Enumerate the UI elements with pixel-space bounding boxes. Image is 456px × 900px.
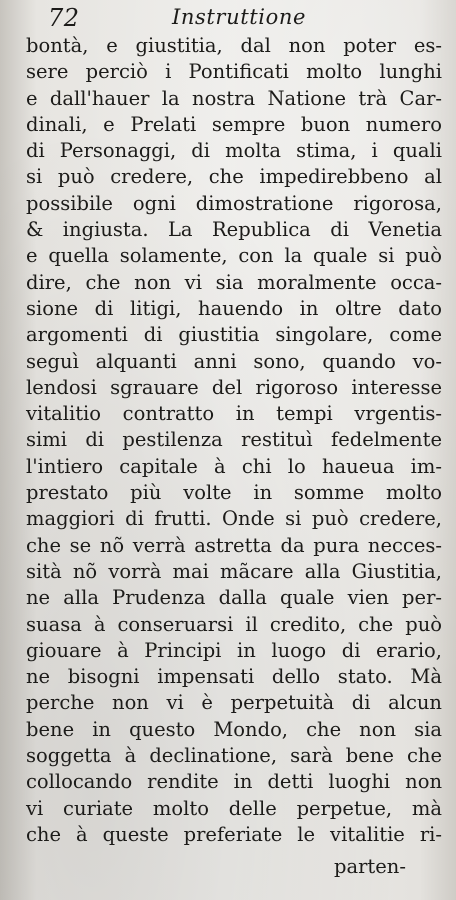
text-line: ne alla Prudenza dalla quale vien per- — [26, 586, 442, 610]
text-line: & ingiusta. La Republica di Venetia — [26, 218, 442, 242]
text-line: bene in questo Mondo, che non sia — [26, 717, 442, 741]
text-line: sere perciò i Pontificati molto lunghi — [26, 60, 442, 84]
text-line: vi curiate molto delle perpetue, mà — [26, 796, 442, 820]
text-line: prestato più volte in somme molto — [26, 481, 442, 505]
text-line: soggetta à declinatione, sarà bene che — [26, 744, 442, 768]
catchword: parten- — [334, 855, 406, 878]
body-text — [26, 33, 442, 848]
text-line: seguì alquanti anni sono, quando vo- — [26, 349, 442, 373]
page-header — [0, 4, 456, 32]
text-line: collocando rendite in detti luoghi non — [26, 770, 442, 794]
text-line: argomenti di giustitia singolare, come — [26, 323, 442, 347]
text-line: maggiori di frutti. Onde si può credere, — [26, 507, 442, 531]
text-line: e quella solamente, con la quale si può — [26, 244, 442, 268]
text-line: simi di pestilenza restituì fedelmente — [26, 428, 442, 452]
text-line: e dall'hauer la nostra Natione trà Car- — [26, 86, 442, 110]
text-line: vitalitio contratto in tempi vrgentis- — [26, 402, 442, 426]
running-title: Instruttione — [172, 5, 306, 29]
text-line: sione di litigi, hauendo in oltre dato — [26, 296, 442, 320]
text-line: dire, che non vi sia moralmente occa- — [26, 270, 442, 294]
text-line: giouare à Principi in luogo di erario, — [26, 638, 442, 662]
text-line: che se nõ verrà astretta da pura necces- — [26, 533, 442, 557]
text-line: che à queste preferiate le vitalitie ri- — [26, 822, 442, 846]
text-line: si può credere, che impedirebbeno al — [26, 165, 442, 189]
text-line: l'intiero capitale à chi lo haueua im- — [26, 454, 442, 478]
text-line: lendosi sgrauare del rigoroso interesse — [26, 375, 442, 399]
text-line: dinali, e Prelati sempre buon numero — [26, 112, 442, 136]
page-number: 72 — [48, 4, 80, 32]
text-line: possibile ogni dimostratione rigorosa, — [26, 191, 442, 215]
text-line: sità nõ vorrà mai mãcare alla Giustitia, — [26, 559, 442, 583]
text-line: ne bisogni impensati dello stato. Mà — [26, 665, 442, 689]
text-line: di Personaggi, di molta stima, i quali — [26, 139, 442, 163]
text-line: bontà, e giustitia, dal non poter es- — [26, 34, 442, 57]
text-line: perche non vi è perpetuità di alcun — [26, 691, 442, 715]
text-line: suasa à conseruarsi il credito, che può — [26, 612, 442, 636]
